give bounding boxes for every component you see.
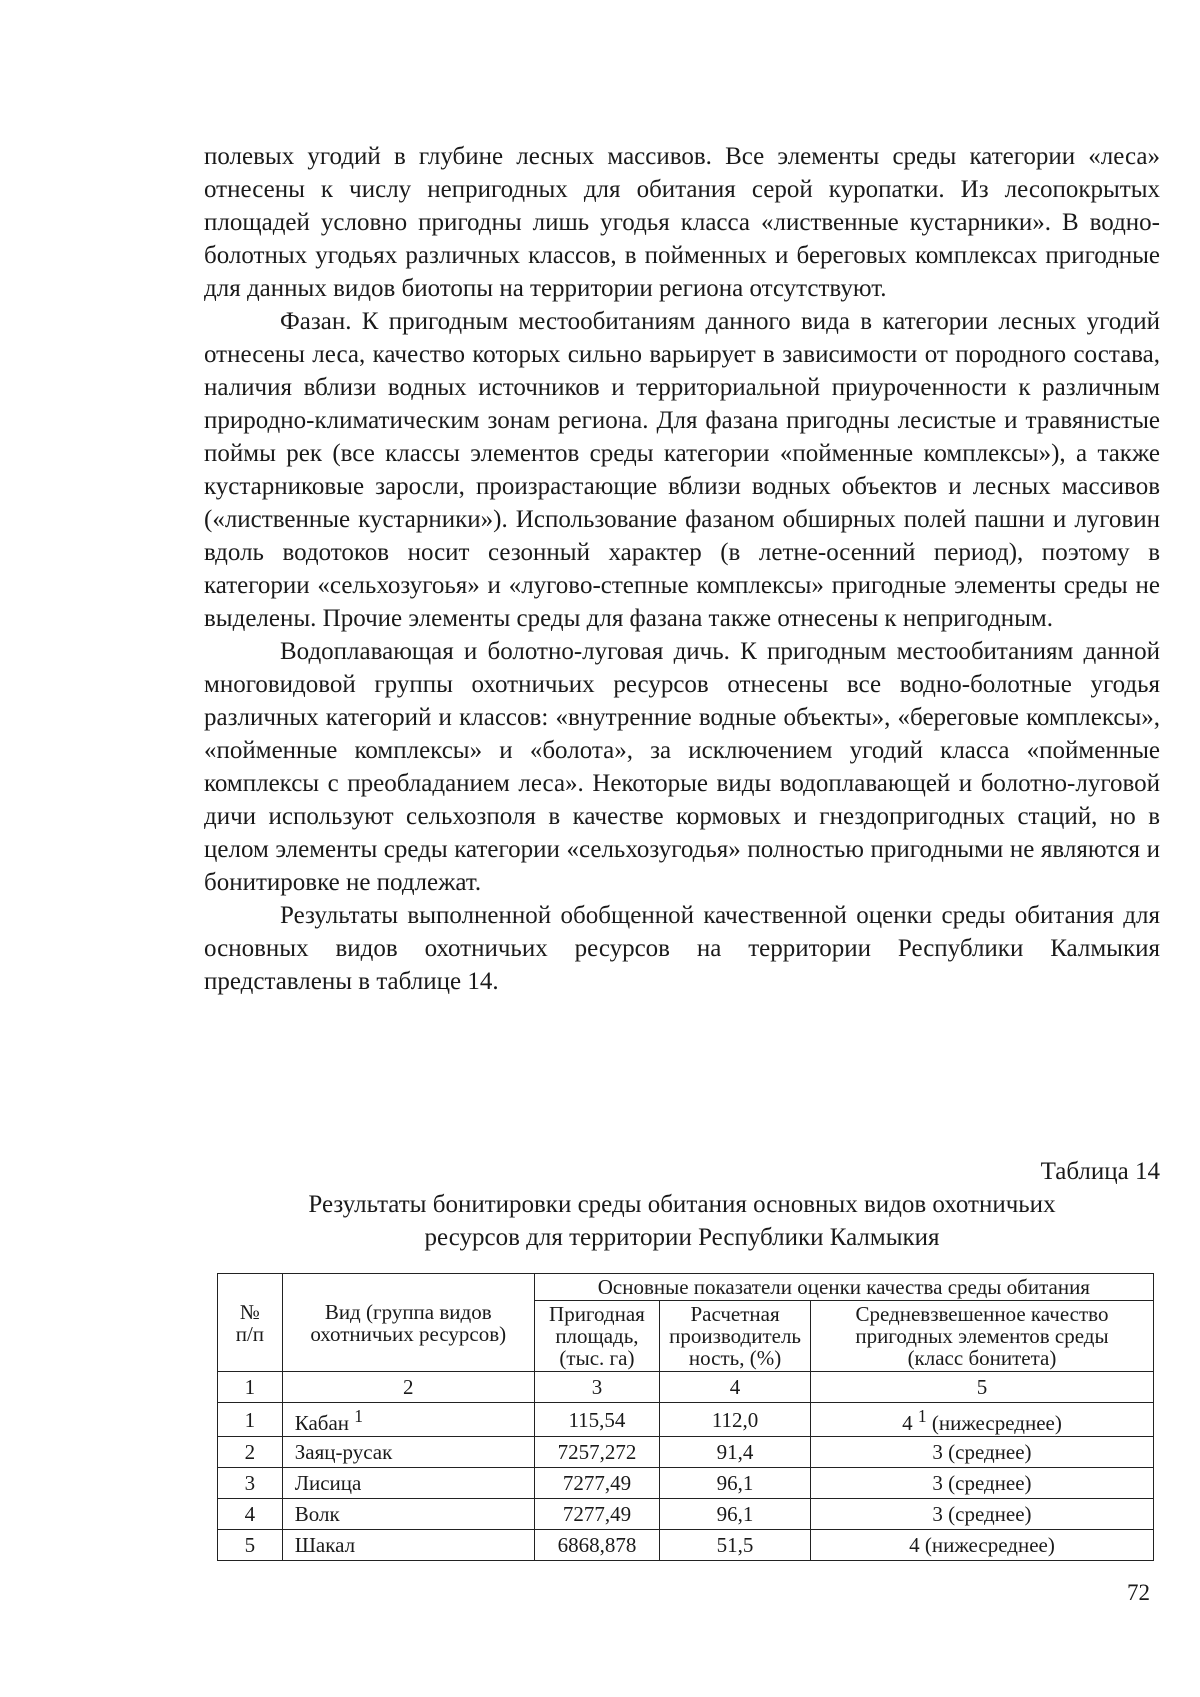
footnote-mark: 1 bbox=[917, 1406, 927, 1426]
row-num: 4 bbox=[218, 1499, 283, 1530]
paragraph-waterfowl: Водоплавающая и болотно-луговая дичь. К пригодным местообитаниям данной многовидовой группы охотничьих ресурсов отнесены все водно-болотные угодья различных категорий и классов: «внутренние водные объекты», «береговые комплексы», «пойменные комплексы» и «болота», за исключением угодий класса «пойменные комплексы с преобладанием леса». Некоторые виды водоплавающей и болотно-луговой дичи используют сельхозполя в качестве кормовых и гнездопригодных стаций, но в целом элементы среды категории «сельхозугодья» полностью пригодными не являются и бонитировке не подлежат. bbox=[204, 638, 1160, 896]
quality-text: (среднее) bbox=[942, 1440, 1032, 1464]
row-productivity: 51,5 bbox=[660, 1530, 811, 1561]
header-prod-line: ность, (%) bbox=[688, 1346, 782, 1370]
header-species bbox=[282, 1274, 534, 1372]
header-num-line: № bbox=[239, 1299, 260, 1324]
species-name: Заяц-русак bbox=[294, 1440, 393, 1464]
row-area: 7257,272 bbox=[534, 1437, 659, 1468]
row-area: 6868,878 bbox=[534, 1530, 659, 1561]
header-area-line: Пригодная bbox=[549, 1302, 645, 1326]
row-species bbox=[282, 1403, 534, 1437]
paragraph-pheasant: Фазан. К пригодным местообитаниям данного вида в категории лесных угодий отнесены леса, качество которых сильно варьирует в зависимости от породного состава, наличия вблизи водных источников и территориальной приуроченности к различным природно-климатическим зонам региона. Для фазана пригодны лесистые и травянистые поймы рек (все классы элементов среды категории «пойменные комплексы»), а также кустарниковые заросли, произрастающие вблизи водных объектов и лесных массивов («лиственные кустарники»). Использование фазаном обширных полей пашни и луговин вдоль водотоков носит сезонный характер (в летне-осенний период), поэтому в категории «сельхозугоья» и «лугово-степные комплексы» пригодные элементы среды не выделены. Прочие элементы среды для фазана также отнесены к непригодным. bbox=[204, 308, 1160, 632]
row-area: 7277,49 bbox=[534, 1499, 659, 1530]
table-title bbox=[204, 1188, 1160, 1254]
row-area: 115,54 bbox=[534, 1403, 659, 1437]
column-number: 2 bbox=[282, 1372, 534, 1403]
header-num-line: п/п bbox=[235, 1321, 265, 1346]
paragraph-results: Результаты выполненной обобщенной качественной оценки среды обитания для основных видов охотничьих ресурсов на территории Республики Калмыкия представлены в таблице 14. bbox=[204, 902, 1160, 995]
row-num: 5 bbox=[218, 1530, 283, 1561]
header-area bbox=[534, 1301, 659, 1372]
column-number: 5 bbox=[810, 1372, 1153, 1403]
species-name: Лисица bbox=[294, 1471, 362, 1495]
row-productivity: 96,1 bbox=[660, 1468, 811, 1499]
footnote-mark: 1 bbox=[354, 1406, 364, 1426]
header-quality-line: (класс бонитета) bbox=[907, 1346, 1057, 1370]
row-num: 1 bbox=[218, 1403, 283, 1437]
quality-class: 3 bbox=[932, 1502, 943, 1526]
row-species bbox=[282, 1530, 534, 1561]
row-num: 3 bbox=[218, 1468, 283, 1499]
column-number-row bbox=[218, 1372, 1154, 1403]
species-name: Волк bbox=[294, 1502, 340, 1526]
row-productivity: 96,1 bbox=[660, 1499, 811, 1530]
table-row bbox=[218, 1499, 1154, 1530]
table-label: Таблица 14 bbox=[1040, 1158, 1160, 1185]
quality-class: 4 bbox=[902, 1411, 913, 1435]
row-quality bbox=[810, 1437, 1153, 1468]
column-number: 4 bbox=[660, 1372, 811, 1403]
header-quality-line: пригодных элементов среды bbox=[855, 1324, 1109, 1348]
header-group: Основные показатели оценки качества среды обитания bbox=[534, 1274, 1153, 1301]
row-num: 2 bbox=[218, 1437, 283, 1468]
table-row bbox=[218, 1530, 1154, 1561]
header-species-line: Вид (группа видов bbox=[324, 1299, 492, 1324]
table-row bbox=[218, 1468, 1154, 1499]
row-species bbox=[282, 1499, 534, 1530]
header-area-line: (тыс. га) bbox=[559, 1346, 635, 1370]
quality-text: (нижесреднее) bbox=[926, 1411, 1062, 1435]
table-row bbox=[218, 1437, 1154, 1468]
bonitet-table bbox=[217, 1273, 1154, 1561]
body-text bbox=[204, 140, 1160, 998]
header-quality-line: Средневзвешенное качество bbox=[855, 1302, 1109, 1326]
quality-class: 4 bbox=[909, 1533, 920, 1557]
quality-text: (среднее) bbox=[942, 1471, 1032, 1495]
quality-text: (нижесреднее) bbox=[919, 1533, 1055, 1557]
header-species-line: охотничьих ресурсов) bbox=[310, 1321, 507, 1346]
row-species bbox=[282, 1437, 534, 1468]
row-species bbox=[282, 1468, 534, 1499]
row-quality bbox=[810, 1468, 1153, 1499]
row-productivity: 112,0 bbox=[660, 1403, 811, 1437]
quality-class: 3 bbox=[932, 1440, 943, 1464]
page-number: 72 bbox=[1127, 1580, 1150, 1605]
column-number: 1 bbox=[218, 1372, 283, 1403]
row-quality bbox=[810, 1530, 1153, 1561]
row-area: 7277,49 bbox=[534, 1468, 659, 1499]
table-title-line: ресурсов для территории Республики Калмыкия bbox=[424, 1224, 940, 1251]
row-quality bbox=[810, 1403, 1153, 1437]
header-quality bbox=[810, 1301, 1153, 1372]
row-productivity: 91,4 bbox=[660, 1437, 811, 1468]
header-num bbox=[218, 1274, 283, 1372]
table-row bbox=[218, 1403, 1154, 1437]
header-prod-line: производитель bbox=[669, 1324, 802, 1348]
species-name: Шакал bbox=[294, 1533, 356, 1557]
paragraph-partridge: полевых угодий в глубине лесных массивов. Все элементы среды категории «леса» отнесены к числу непригодных для обитания серой куропатки. Из лесопокрытых площадей условно пригодны лишь угодья класса «лиственные кустарники». В водно-болотных угодьях различных классов, в пойменных и береговых комплексах пригодные для данных видов биотопы на территории региона отсутствуют. bbox=[204, 143, 1160, 302]
column-number: 3 bbox=[534, 1372, 659, 1403]
header-prod-line: Расчетная bbox=[690, 1302, 780, 1326]
quality-class: 3 bbox=[932, 1471, 943, 1495]
header-area-line: площадь, bbox=[555, 1324, 639, 1348]
header-productivity bbox=[660, 1301, 811, 1372]
table-title-line: Результаты бонитировки среды обитания основных видов охотничьих bbox=[308, 1191, 1056, 1218]
table-header-row bbox=[218, 1274, 1154, 1301]
species-name: Кабан bbox=[294, 1411, 350, 1435]
row-quality bbox=[810, 1499, 1153, 1530]
quality-text: (среднее) bbox=[942, 1502, 1032, 1526]
